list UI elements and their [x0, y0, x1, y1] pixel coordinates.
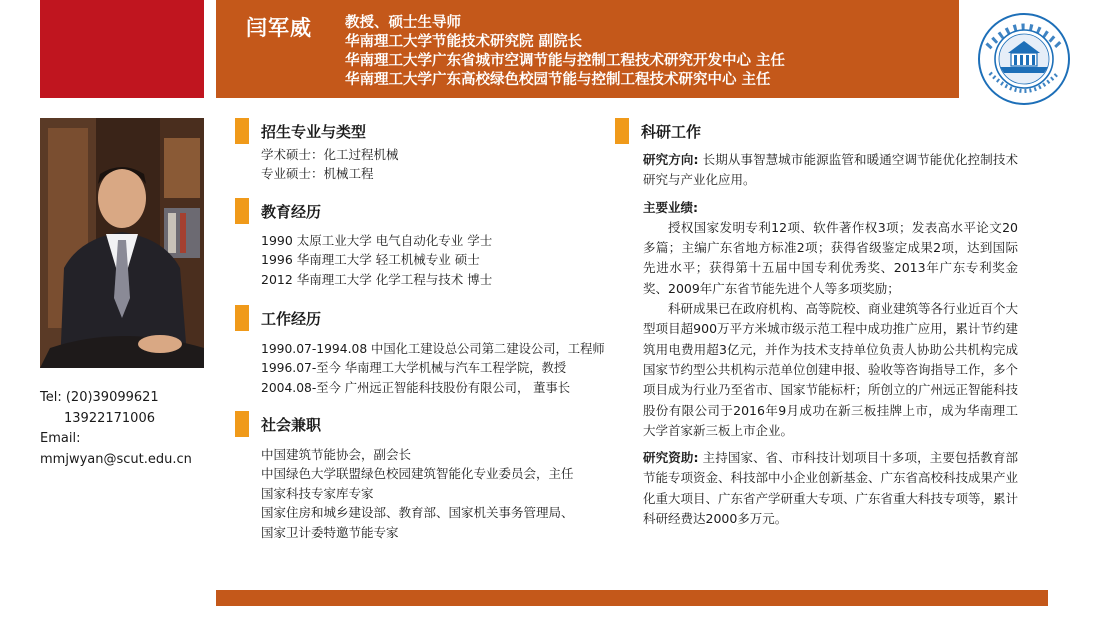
red-accent-block [40, 0, 204, 98]
university-seal-icon [978, 13, 1070, 105]
mobile-number: 13922171006 [64, 410, 155, 426]
section-header [235, 411, 574, 435]
list-item: 1990 太原工业大学 电气自动化专业 学士 [261, 233, 493, 248]
section-bar [235, 305, 249, 331]
list-item: 专业硕士：机械工程 [261, 166, 374, 182]
achievements-paragraph: 授权国家发明专利12项、软件著作权3项；发表高水平论文20多篇；主编广东省地方标准2项；获得省级鉴定成果2项，达到国际先进水平；获得第十五届中国专利优秀奖、2013年广东专利奖金奖、2009年广东省节能先进个人等多项奖励； [643, 219, 1018, 296]
research-funding [643, 448, 1018, 529]
section-header [235, 118, 399, 142]
funding-label: 研究资助: [643, 450, 699, 466]
email-address: mmjwyan@scut.edu.cn [40, 451, 192, 467]
section-social [235, 411, 574, 542]
section-title: 科研工作 [641, 123, 702, 141]
section-title: 招生专业与类型 [261, 123, 367, 141]
person-name: 闫军威 [246, 16, 312, 40]
list-item: 1996 华南理工大学 轻工机械专业 硕士 [261, 252, 480, 268]
section-bar [235, 118, 249, 144]
title-line: 教授、硕士生导师 [345, 15, 461, 31]
section-bar [235, 411, 249, 437]
list-item: 学术硕士：化工过程机械 [261, 147, 399, 162]
list-item: 1996.07-至今 华南理工大学机械与汽车工程学院，教授 [261, 361, 567, 376]
research-body [643, 150, 1018, 529]
section-title: 社会兼职 [261, 416, 322, 434]
direction-label: 研究方向: [643, 152, 699, 167]
section-research [615, 118, 815, 142]
section-header [235, 305, 605, 329]
section-body [235, 445, 574, 542]
section-title: 教育经历 [261, 203, 322, 221]
section-title: 工作经历 [261, 310, 322, 328]
section-work [235, 305, 605, 398]
list-item: 1990.07-1994.08 中国化工建设总公司第二建设公司，工程师 [261, 342, 605, 356]
list-item: 国家住房和城乡建设部、教育部、国家机关事务管理局、 [261, 505, 574, 521]
section-bar [615, 118, 629, 144]
funding-text: 主持国家、省、市科技计划项目十多项，主要包括教育部节能专项资金、科技部中小企业创新基金、广东省高校科技成果产业化重大项目、广东省产学研重大专项、广东省重大科技专项等，累计科研经费达2000多万元。 [643, 450, 1019, 527]
direction-text: 长期从事智慧城市能源监管和暖通空调节能优化控制技术研究与产业化应用。 [643, 152, 1018, 188]
title-line: 华南理工大学广东高校绿色校园节能与控制工程技术研究中心 主任 [345, 72, 771, 88]
research-direction [643, 150, 1018, 191]
section-body [235, 231, 492, 289]
contact-block [40, 388, 192, 470]
title-line: 华南理工大学广东省城市空调节能与控制工程技术研究开发中心 主任 [345, 53, 786, 69]
achievements-paragraph: 科研成果已在政府机构、高等院校、商业建筑等各行业近百个大型项目超900万平方米城市级示范工程中成功推广应用，累计节约建筑用电费用超3亿元，并作为技术支持单位负责人协助公共机构完成国家节约型公共机构示范单位创建申报、验收等咨询指导工作，多个项目成为行业乃至省市、国家节能标杆；所创立的广州远正智能科技股份有限公司于2016年9月成功在新三板挂牌上市，成为华南理工大学首家新三板上市企业。 [643, 301, 1019, 438]
list-item: 国家卫计委特邀节能专家 [261, 524, 399, 540]
list-item: 2012 华南理工大学 化学工程与技术 博士 [261, 271, 493, 287]
title-list [345, 14, 785, 90]
tel-line: Tel: (20)39099621 [40, 390, 159, 405]
title-line: 华南理工大学节能技术研究院 副院长 [345, 34, 583, 50]
section-bar [235, 198, 249, 224]
email-label: Email: [40, 431, 81, 446]
portrait-photo [40, 118, 204, 368]
section-body [235, 340, 605, 398]
list-item: 中国绿色大学联盟绿色校园建筑智能化专业委员会，主任 [261, 466, 574, 482]
list-item: 国家科技专家库专家 [261, 485, 374, 501]
section-enrollment [235, 118, 399, 184]
section-header [235, 198, 492, 222]
footer-band [216, 590, 1048, 606]
achievements-label: 主要业绩: [643, 199, 698, 215]
list-item: 中国建筑节能协会，副会长 [261, 447, 412, 462]
section-education [235, 198, 492, 289]
section-body [235, 145, 399, 184]
section-header [615, 118, 815, 142]
list-item: 2004.08-至今 广州远正智能科技股份有限公司， 董事长 [261, 380, 571, 395]
